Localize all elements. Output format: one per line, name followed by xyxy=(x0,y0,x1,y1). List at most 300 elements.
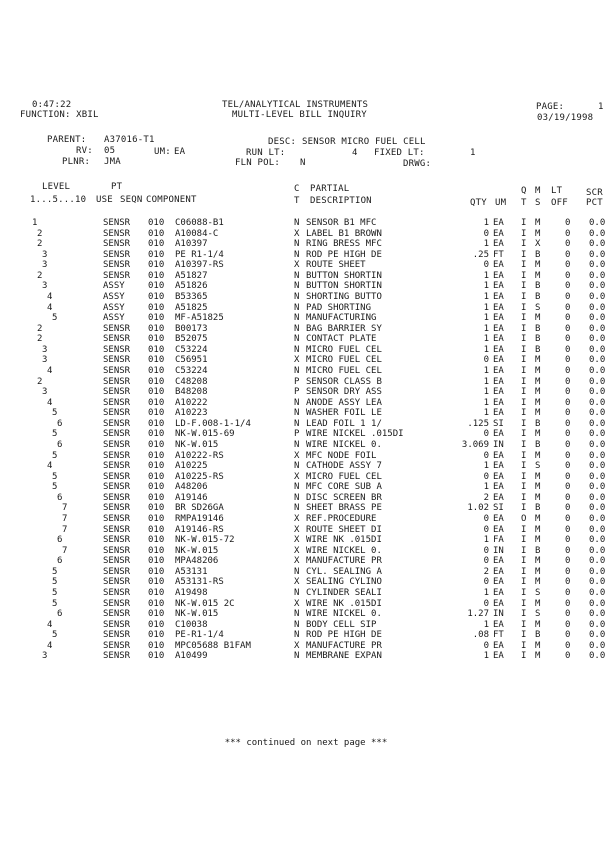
table-row xyxy=(0,387,612,397)
row-qty: 1 xyxy=(483,461,489,472)
row-qty: 1 xyxy=(483,291,489,302)
row-scr: 0.0 xyxy=(589,239,606,250)
row-component: BR SD26GA xyxy=(175,503,224,514)
table-row xyxy=(0,260,612,270)
fln-pol-label: FLN POL: xyxy=(235,158,280,168)
row-scr: 0.0 xyxy=(589,302,606,313)
row-lt: 0 xyxy=(565,397,571,408)
row-q: I xyxy=(521,450,527,461)
row-component: MF-A51825 xyxy=(175,313,224,324)
row-use: SENSR xyxy=(103,524,131,535)
row-scr: 0.0 xyxy=(589,291,606,302)
parent-label: PARENT: xyxy=(47,135,87,145)
row-use: ASSY xyxy=(103,302,125,313)
row-seq: 010 xyxy=(148,429,165,440)
row-component: A19146-RS xyxy=(175,524,224,535)
row-component: A10397 xyxy=(175,239,208,250)
row-type: N xyxy=(294,270,300,281)
row-type: N xyxy=(294,302,300,313)
row-m: M xyxy=(535,429,541,440)
row-q: I xyxy=(521,492,527,503)
row-seq: 010 xyxy=(148,556,165,567)
col-q: Q xyxy=(521,186,527,196)
row-description: ROUTE SHEET xyxy=(306,260,366,271)
row-m: B xyxy=(535,503,541,514)
row-level: 2 xyxy=(37,376,43,387)
row-lt: 0 xyxy=(565,291,571,302)
row-m: M xyxy=(535,619,541,630)
row-description: CYLINDER SEALI xyxy=(306,587,382,598)
row-lt: 0 xyxy=(565,471,571,482)
row-m: M xyxy=(535,218,541,228)
row-lt: 0 xyxy=(565,239,571,250)
row-m: M xyxy=(535,513,541,524)
row-q: I xyxy=(521,429,527,440)
row-um: EA xyxy=(493,492,504,503)
col-level-ruler: 1...5...10 xyxy=(30,195,87,205)
row-um: EA xyxy=(493,482,504,493)
row-qty: .125 xyxy=(467,418,489,429)
desc-value: SENSOR MICRO FUEL CELL xyxy=(302,137,426,147)
row-um: EA xyxy=(493,387,504,398)
row-description: MFC CORE SUB A xyxy=(306,482,382,493)
row-component: A53131 xyxy=(175,566,208,577)
row-lt: 0 xyxy=(565,344,571,355)
row-description: WIRE NK .015DI xyxy=(306,535,382,546)
row-lt: 0 xyxy=(565,461,571,472)
table-row xyxy=(0,461,612,471)
row-description: SENSOR DRY ASS xyxy=(306,387,382,398)
table-row xyxy=(0,503,612,513)
row-seq: 010 xyxy=(148,577,165,588)
row-um: EA xyxy=(493,640,504,651)
row-scr: 0.0 xyxy=(589,640,606,651)
row-m: M xyxy=(535,535,541,546)
row-m: M xyxy=(535,397,541,408)
fixed-lt-value: 1 xyxy=(470,148,476,158)
row-seq: 010 xyxy=(148,387,165,398)
row-type: X xyxy=(294,524,300,535)
row-description: MICRO FUEL CEL xyxy=(306,471,382,482)
table-row xyxy=(0,651,612,661)
row-qty: 1 xyxy=(483,408,489,419)
col-type: T xyxy=(294,196,300,206)
row-qty: 1 xyxy=(483,239,489,250)
row-seq: 010 xyxy=(148,482,165,493)
row-q: I xyxy=(521,587,527,598)
row-type: X xyxy=(294,513,300,524)
row-type: X xyxy=(294,450,300,461)
row-component: A10222-RS xyxy=(175,450,224,461)
row-um: EA xyxy=(493,408,504,419)
row-um: EA xyxy=(493,651,504,662)
row-component: PE R1-1/4 xyxy=(175,249,224,260)
row-level: 5 xyxy=(52,408,58,419)
row-use: SENSR xyxy=(103,577,131,588)
row-um: EA xyxy=(493,513,504,524)
row-use: SENSR xyxy=(103,450,131,461)
row-description: PAD SHORTING xyxy=(306,302,372,313)
row-qty: 0 xyxy=(483,260,489,271)
row-seq: 010 xyxy=(148,439,165,450)
row-lt: 0 xyxy=(565,482,571,493)
row-scr: 0.0 xyxy=(589,365,606,376)
row-seq: 010 xyxy=(148,228,165,239)
row-level: 7 xyxy=(62,503,68,514)
row-description: BAG BARRIER SY xyxy=(306,323,382,334)
row-um: EA xyxy=(493,344,504,355)
row-m: M xyxy=(535,365,541,376)
row-lt: 0 xyxy=(565,598,571,609)
row-use: SENSR xyxy=(103,640,131,651)
row-description: BUTTON SHORTIN xyxy=(306,281,382,292)
row-description: MICRO FUEL CEL xyxy=(306,365,382,376)
row-scr: 0.0 xyxy=(589,323,606,334)
row-qty: 0 xyxy=(483,355,489,366)
row-qty: 1.02 xyxy=(467,503,489,514)
row-description: WASHER FOIL LE xyxy=(306,408,382,419)
row-lt: 0 xyxy=(565,418,571,429)
row-m: M xyxy=(535,450,541,461)
table-row xyxy=(0,535,612,545)
row-scr: 0.0 xyxy=(589,376,606,387)
row-description: MANUFACTURE PR xyxy=(306,556,382,567)
row-level: 5 xyxy=(52,450,58,461)
row-seq: 010 xyxy=(148,587,165,598)
row-level: 7 xyxy=(62,524,68,535)
row-lt: 0 xyxy=(565,281,571,292)
row-use: SENSR xyxy=(103,471,131,482)
row-description: MEMBRANE EXPAN xyxy=(306,651,382,662)
row-um: EA xyxy=(493,313,504,324)
row-um: EA xyxy=(493,355,504,366)
row-q: I xyxy=(521,577,527,588)
row-lt: 0 xyxy=(565,651,571,662)
row-m: M xyxy=(535,471,541,482)
row-q: I xyxy=(521,281,527,292)
row-use: SENSR xyxy=(103,556,131,567)
row-um: EA xyxy=(493,566,504,577)
row-description: ROD PE HIGH DE xyxy=(306,249,382,260)
row-m: B xyxy=(535,344,541,355)
company-name: TEL/ANALYTICAL INSTRUMENTS xyxy=(222,100,369,110)
row-m: B xyxy=(535,545,541,556)
table-row xyxy=(0,609,612,619)
table-row xyxy=(0,355,612,365)
col-qty: QTY xyxy=(470,198,487,208)
table-row xyxy=(0,313,612,323)
row-um: EA xyxy=(493,260,504,271)
row-scr: 0.0 xyxy=(589,260,606,271)
row-um: EA xyxy=(493,587,504,598)
row-type: N xyxy=(294,365,300,376)
row-component: A10225-RS xyxy=(175,471,224,482)
row-qty: 0 xyxy=(483,545,489,556)
page-number: 1 xyxy=(598,102,604,112)
row-q: I xyxy=(521,355,527,366)
row-type: N xyxy=(294,566,300,577)
row-use: ASSY xyxy=(103,313,125,324)
row-m: B xyxy=(535,323,541,334)
row-um: IN xyxy=(493,545,504,556)
row-m: S xyxy=(535,587,541,598)
row-um: EA xyxy=(493,270,504,281)
row-lt: 0 xyxy=(565,270,571,281)
row-q: O xyxy=(521,513,527,524)
row-description: MICRO FUEL CEL xyxy=(306,355,382,366)
row-level: 6 xyxy=(57,439,63,450)
col-description: DESCRIPTION xyxy=(310,196,372,206)
rv-value: 05 xyxy=(104,146,116,156)
row-use: SENSR xyxy=(103,598,131,609)
row-component: A10499 xyxy=(175,651,208,662)
row-description: REF.PROCEDURE xyxy=(306,513,377,524)
row-type: N xyxy=(294,313,300,324)
row-scr: 0.0 xyxy=(589,566,606,577)
table-row xyxy=(0,641,612,651)
row-type: N xyxy=(294,291,300,302)
row-type: N xyxy=(294,239,300,250)
row-m: B xyxy=(535,439,541,450)
table-row xyxy=(0,292,612,302)
table-row xyxy=(0,451,612,461)
row-scr: 0.0 xyxy=(589,619,606,630)
row-description: ROD PE HIGH DE xyxy=(306,630,382,641)
row-use: ASSY xyxy=(103,291,125,302)
table-row xyxy=(0,620,612,630)
row-q: I xyxy=(521,260,527,271)
row-m: M xyxy=(535,355,541,366)
row-description: SEALING CYLINO xyxy=(306,577,382,588)
page-label: PAGE: xyxy=(536,102,565,112)
row-qty: 1 xyxy=(483,587,489,598)
row-m: X xyxy=(535,239,541,250)
row-seq: 010 xyxy=(148,334,165,345)
row-seq: 010 xyxy=(148,545,165,556)
row-type: X xyxy=(294,598,300,609)
table-row xyxy=(0,440,612,450)
row-use: SENSR xyxy=(103,365,131,376)
table-row xyxy=(0,472,612,482)
row-type: N xyxy=(294,397,300,408)
row-seq: 010 xyxy=(148,513,165,524)
table-row xyxy=(0,429,612,439)
row-scr: 0.0 xyxy=(589,577,606,588)
row-q: I xyxy=(521,461,527,472)
row-use: SENSR xyxy=(103,323,131,334)
col-c: C xyxy=(294,184,300,194)
row-um: EA xyxy=(493,556,504,567)
row-qty: 0 xyxy=(483,450,489,461)
row-lt: 0 xyxy=(565,556,571,567)
row-component: B53365 xyxy=(175,291,208,302)
row-um: IN xyxy=(493,609,504,620)
row-component: NK-W.015 xyxy=(175,439,219,450)
row-description: BUTTON SHORTIN xyxy=(306,270,382,281)
row-seq: 010 xyxy=(148,535,165,546)
row-q: I xyxy=(521,471,527,482)
row-qty: 1 xyxy=(483,365,489,376)
row-seq: 010 xyxy=(148,355,165,366)
row-component: MPA48206 xyxy=(175,556,219,567)
row-type: X xyxy=(294,260,300,271)
row-q: I xyxy=(521,249,527,260)
row-q: I xyxy=(521,334,527,345)
row-um: EA xyxy=(493,461,504,472)
row-component: PE-R1-1/4 xyxy=(175,630,224,641)
row-use: SENSR xyxy=(103,587,131,598)
row-description: SHEET BRASS PE xyxy=(306,503,382,514)
row-lt: 0 xyxy=(565,334,571,345)
row-qty: .25 xyxy=(472,249,489,260)
row-qty: 0 xyxy=(483,577,489,588)
row-type: N xyxy=(294,492,300,503)
row-m: M xyxy=(535,651,541,662)
row-um: EA xyxy=(493,323,504,334)
row-m: M xyxy=(535,566,541,577)
row-q: I xyxy=(521,640,527,651)
row-seq: 010 xyxy=(148,609,165,620)
row-level: 2 xyxy=(37,323,43,334)
row-m: B xyxy=(535,281,541,292)
row-qty: 2 xyxy=(483,492,489,503)
table-row xyxy=(0,514,612,524)
parent-value: A37016-T1 xyxy=(104,135,155,145)
row-m: M xyxy=(535,228,541,239)
row-lt: 0 xyxy=(565,355,571,366)
row-scr: 0.0 xyxy=(589,439,606,450)
row-use: SENSR xyxy=(103,609,131,620)
row-description: RING BRESS MFC xyxy=(306,239,382,250)
row-level: 6 xyxy=(57,492,63,503)
row-level: 1 xyxy=(32,218,38,228)
table-row xyxy=(0,366,612,376)
row-description: BODY CELL SIP xyxy=(306,619,377,630)
row-use: SENSR xyxy=(103,387,131,398)
row-use: SENSR xyxy=(103,376,131,387)
plnr-value: JMA xyxy=(104,157,121,167)
row-description: MANUFACTURE PR xyxy=(306,640,382,651)
row-use: SENSR xyxy=(103,492,131,503)
row-description: CYL. SEALING A xyxy=(306,566,382,577)
row-component: NK-W.015-72 xyxy=(175,535,235,546)
row-lt: 0 xyxy=(565,218,571,228)
row-qty: 1 xyxy=(483,302,489,313)
table-row xyxy=(0,345,612,355)
row-lt: 0 xyxy=(565,640,571,651)
row-level: 5 xyxy=(52,577,58,588)
row-qty: 0 xyxy=(483,228,489,239)
row-lt: 0 xyxy=(565,524,571,535)
row-component: A53131-RS xyxy=(175,577,224,588)
row-lt: 0 xyxy=(565,587,571,598)
row-um: EA xyxy=(493,291,504,302)
row-m: S xyxy=(535,461,541,472)
row-level: 5 xyxy=(52,471,58,482)
row-m: B xyxy=(535,249,541,260)
row-level: 3 xyxy=(42,355,48,366)
row-lt: 0 xyxy=(565,609,571,620)
row-level: 5 xyxy=(52,630,58,641)
col-off: OFF xyxy=(551,198,568,208)
row-lt: 0 xyxy=(565,492,571,503)
row-level: 2 xyxy=(37,239,43,250)
row-q: I xyxy=(521,545,527,556)
row-scr: 0.0 xyxy=(589,313,606,324)
row-description: MANUFACTURING xyxy=(306,313,377,324)
row-level: 7 xyxy=(62,513,68,524)
row-qty: 1 xyxy=(483,535,489,546)
row-type: N xyxy=(294,619,300,630)
row-seq: 010 xyxy=(148,630,165,641)
row-use: SENSR xyxy=(103,228,131,239)
row-m: M xyxy=(535,270,541,281)
row-level: 4 xyxy=(47,461,53,472)
row-description: WIRE NICKEL .015DI xyxy=(306,429,404,440)
row-use: SENSR xyxy=(103,334,131,345)
row-seq: 010 xyxy=(148,418,165,429)
row-seq: 010 xyxy=(148,365,165,376)
table-row xyxy=(0,303,612,313)
row-type: N xyxy=(294,630,300,641)
row-use: SENSR xyxy=(103,630,131,641)
row-component: C53224 xyxy=(175,344,208,355)
row-qty: 0 xyxy=(483,556,489,567)
row-qty: 1 xyxy=(483,387,489,398)
row-type: N xyxy=(294,334,300,345)
table-row xyxy=(0,250,612,260)
run-lt-label: RUN LT: xyxy=(246,148,286,158)
report-function: FUNCTION: XBIL xyxy=(20,110,99,120)
row-level: 2 xyxy=(37,228,43,239)
row-um: EA xyxy=(493,598,504,609)
col-m: M xyxy=(535,186,541,196)
row-qty: 1 xyxy=(483,651,489,662)
row-um: SI xyxy=(493,503,504,514)
row-use: SENSR xyxy=(103,651,131,662)
row-type: X xyxy=(294,640,300,651)
row-level: 6 xyxy=(57,609,63,620)
table-row xyxy=(0,271,612,281)
row-seq: 010 xyxy=(148,376,165,387)
row-level: 6 xyxy=(57,535,63,546)
row-scr: 0.0 xyxy=(589,387,606,398)
row-type: N xyxy=(294,503,300,514)
row-qty: 0 xyxy=(483,640,489,651)
row-qty: 0 xyxy=(483,471,489,482)
row-level: 7 xyxy=(62,545,68,556)
row-component: B00173 xyxy=(175,323,208,334)
row-component: C10038 xyxy=(175,619,208,630)
row-m: M xyxy=(535,387,541,398)
row-description: WIRE NICKEL 0. xyxy=(306,439,382,450)
row-component: NK-W.015 xyxy=(175,609,219,620)
col-s: S xyxy=(535,198,541,208)
row-seq: 010 xyxy=(148,260,165,271)
row-scr: 0.0 xyxy=(589,418,606,429)
row-qty: 1 xyxy=(483,323,489,334)
row-lt: 0 xyxy=(565,260,571,271)
row-description: ROUTE SHEET DI xyxy=(306,524,382,535)
row-um: EA xyxy=(493,471,504,482)
fixed-lt-label: FIXED LT: xyxy=(374,148,425,158)
row-lt: 0 xyxy=(565,323,571,334)
row-lt: 0 xyxy=(565,249,571,260)
row-m: S xyxy=(535,302,541,313)
row-component: C48208 xyxy=(175,376,208,387)
row-um: EA xyxy=(493,429,504,440)
row-level: 5 xyxy=(52,429,58,440)
